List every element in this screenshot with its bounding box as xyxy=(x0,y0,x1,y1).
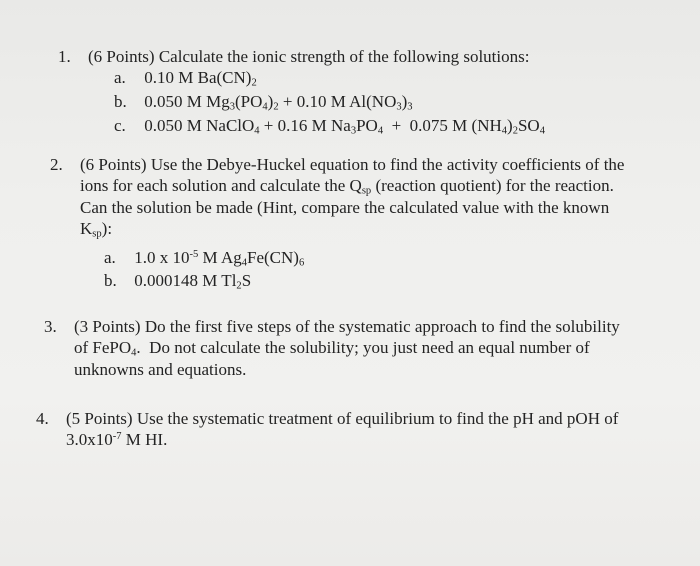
question-line: $3.0x10^{-7}$ M HI. xyxy=(66,430,168,450)
question-line: (6 Points) Use the Debye-Huckel equation to find the activity coefficients of the xyxy=(80,155,625,174)
question-line: (5 Points) Use the systematic treatment of equilibrium to find the pH and pOH of xyxy=(66,409,619,428)
item-text: 1.0 x $10^{-5}$ M $Ag_4Fe(CN)_6$ xyxy=(134,248,305,269)
question-number: 3. xyxy=(44,317,57,336)
item-label: a. xyxy=(114,68,126,87)
item-text: 0.000148 M $Tl_2S$ xyxy=(134,271,252,292)
question-line: $K_{sp}$): xyxy=(80,218,113,240)
item-text: 0.050 M $Mg_3(PO_4)_2 + 0.10$ M $Al(NO_3)_3$ xyxy=(144,92,413,113)
question-text xyxy=(74,316,620,380)
question-2-item-b xyxy=(104,271,251,291)
question-text xyxy=(80,154,624,239)
item-label: b. xyxy=(104,271,117,290)
question-line: ions for each solution and calculate the $Q_{sp}$ (reaction quotient) for the reaction. xyxy=(80,176,614,197)
question-line: unknowns and equations. xyxy=(74,359,247,379)
item-text: 0.10 M $Ba(CN)_2$ xyxy=(144,68,257,89)
item-text: 0.050 M NaClO$_4$ + 0.16 M $Na_3PO_4 + 0.075$ M $(NH_4)_2SO_4$ xyxy=(144,116,545,137)
question-line: of FePO$_4$. Do not calculate the solubility; you just need an equal number of xyxy=(74,338,590,359)
question-number: 2. xyxy=(50,155,63,174)
question-text: (6 Points) Calculate the ionic strength of the following solutions: xyxy=(88,47,530,66)
question-1-item-a xyxy=(114,68,257,88)
question-number: 1. xyxy=(58,47,71,66)
question-text xyxy=(66,408,618,451)
question-number: 4. xyxy=(36,409,49,428)
question-line: Can the solution be made (Hint, compare the calculated value with the known xyxy=(80,197,610,217)
item-label: c. xyxy=(114,116,126,135)
item-label: b. xyxy=(114,92,127,111)
question-2-item-a xyxy=(104,248,304,268)
question-line: (3 Points) Do the first five steps of the systematic approach to find the solubility xyxy=(74,317,620,336)
item-label: a. xyxy=(104,248,116,267)
question-1-item-c xyxy=(114,116,545,136)
question-1-item-b xyxy=(114,92,413,112)
